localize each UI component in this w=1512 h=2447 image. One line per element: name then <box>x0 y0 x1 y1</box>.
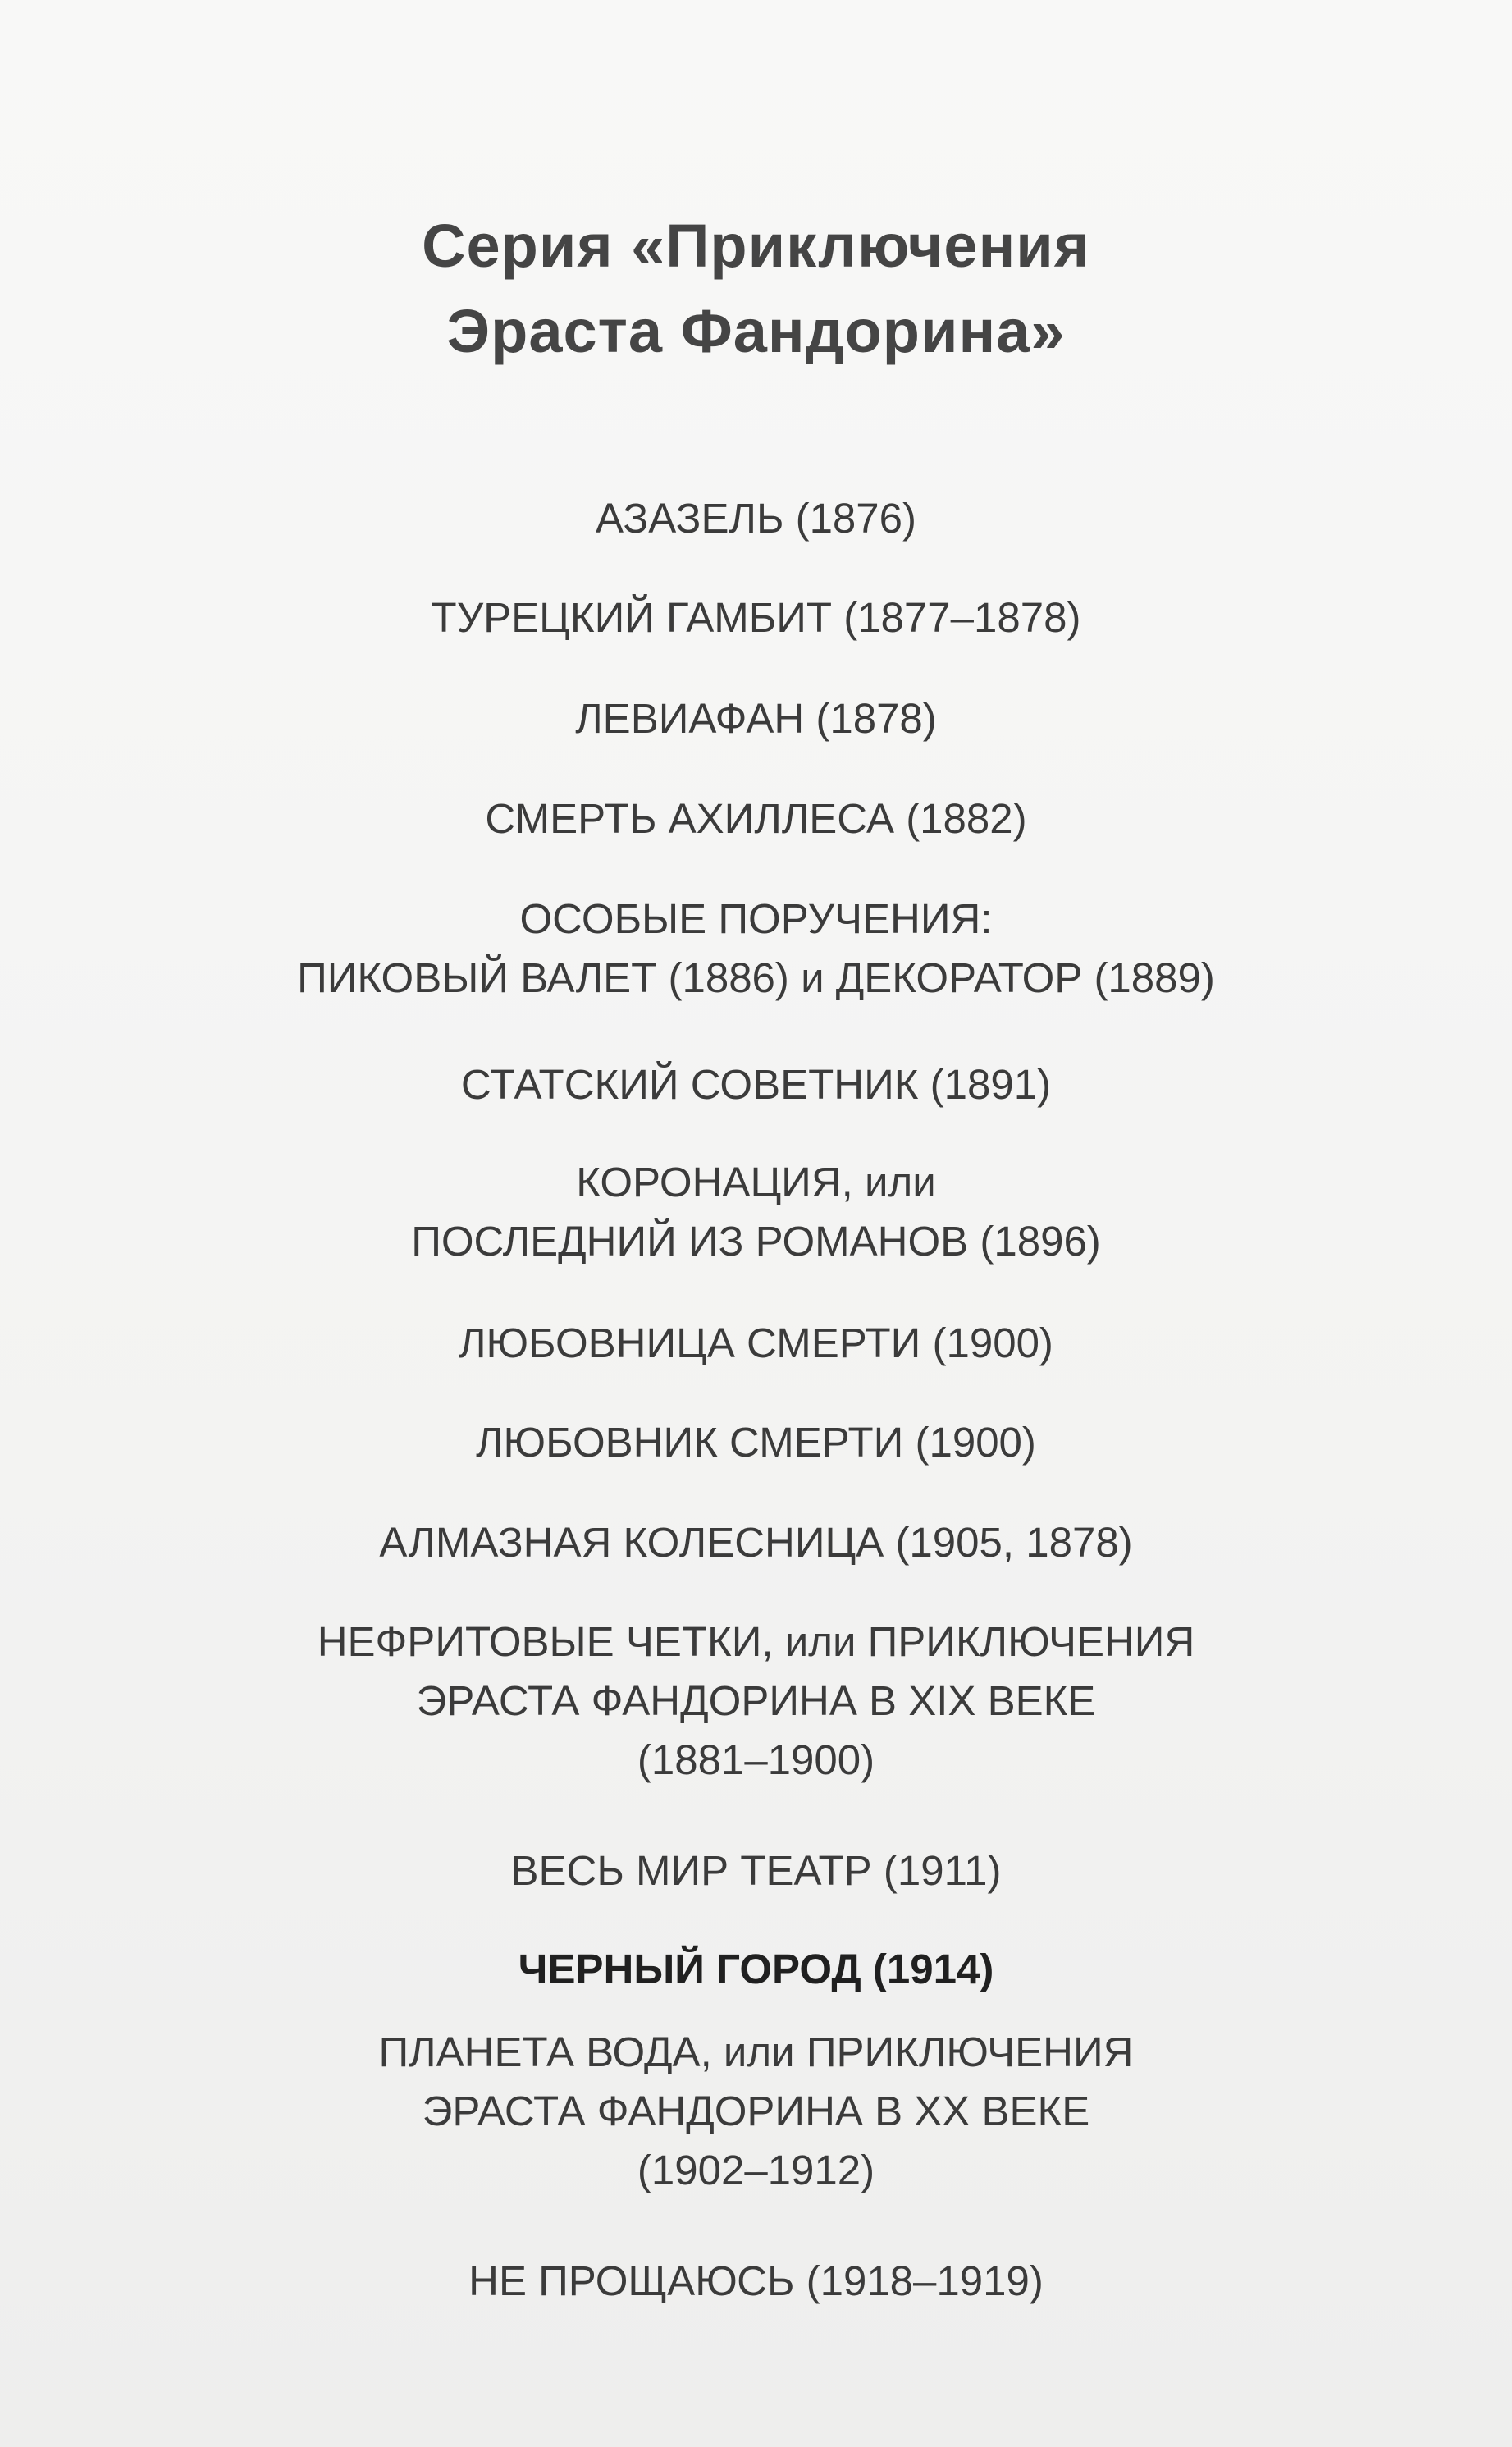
book-title-line: ЭРАСТА ФАНДОРИНА В XIX ВЕКЕ <box>416 1677 1096 1724</box>
book-entry <box>0 689 1512 748</box>
book-title-line: ЛЮБОВНИЦА СМЕРТИ (1900) <box>459 1320 1053 1366</box>
book-title-line: СТАТСКИЙ СОВЕТНИК (1891) <box>460 1061 1052 1108</box>
book-title-line: ЧЕРНЫЙ ГОРОД (1914) <box>518 1946 994 1992</box>
book-entry <box>0 1940 1512 1999</box>
book-entry <box>0 2252 1512 2311</box>
book-entry <box>0 1153 1512 1271</box>
book-title-line: ПЛАНЕТА ВОДА, или ПРИКЛЮЧЕНИЯ <box>378 2028 1134 2075</box>
book-entry <box>0 1841 1512 1900</box>
series-title-line-1: Серия «Приключения <box>422 212 1090 280</box>
book-title-line: ЭРАСТА ФАНДОРИНА В XX ВЕКЕ <box>422 2088 1090 2134</box>
book-title-line: ТУРЕЦКИЙ ГАМБИТ (1877–1878) <box>431 594 1081 641</box>
book-entry <box>0 1513 1512 1572</box>
book-entry <box>0 2023 1512 2200</box>
book-title-line: АЗАЗЕЛЬ (1876) <box>595 495 917 542</box>
book-entry <box>0 789 1512 848</box>
series-title <box>0 204 1512 374</box>
book-title-line: АЛМАЗНАЯ КОЛЕСНИЦА (1905, 1878) <box>379 1519 1133 1566</box>
book-title-line: ПОСЛЕДНИЙ ИЗ РОМАНОВ (1896) <box>411 1218 1101 1265</box>
book-title-line: ВЕСЬ МИР ТЕАТР (1911) <box>510 1847 1002 1894</box>
book-entry <box>0 588 1512 647</box>
series-title-line-2: Эраста Фандорина» <box>446 297 1066 365</box>
book-title-line: (1902–1912) <box>637 2147 875 2193</box>
book-entry <box>0 489 1512 548</box>
book-entry <box>0 1612 1512 1790</box>
book-entry <box>0 890 1512 1008</box>
book-title-line: ЛЮБОВНИК СМЕРТИ (1900) <box>476 1419 1036 1466</box>
book-entry <box>0 1055 1512 1114</box>
book-title-line: (1881–1900) <box>637 1736 875 1783</box>
book-title-line: СМЕРТЬ АХИЛЛЕСА (1882) <box>485 795 1027 842</box>
book-title-line: КОРОНАЦИЯ, или <box>576 1159 936 1205</box>
book-entry <box>0 1413 1512 1472</box>
book-title-line: ЛЕВИАФАН (1878) <box>575 695 937 742</box>
book-title-line: НЕ ПРОЩАЮСЬ (1918–1919) <box>468 2257 1044 2304</box>
book-title-line: ПИКОВЫЙ ВАЛЕТ (1886) и ДЕКОРАТОР (1889) <box>297 954 1215 1001</box>
book-title-line: ОСОБЫЕ ПОРУЧЕНИЯ: <box>519 895 993 942</box>
book-entry <box>0 1314 1512 1373</box>
book-title-line: НЕФРИТОВЫЕ ЧЕТКИ, или ПРИКЛЮЧЕНИЯ <box>317 1618 1195 1665</box>
